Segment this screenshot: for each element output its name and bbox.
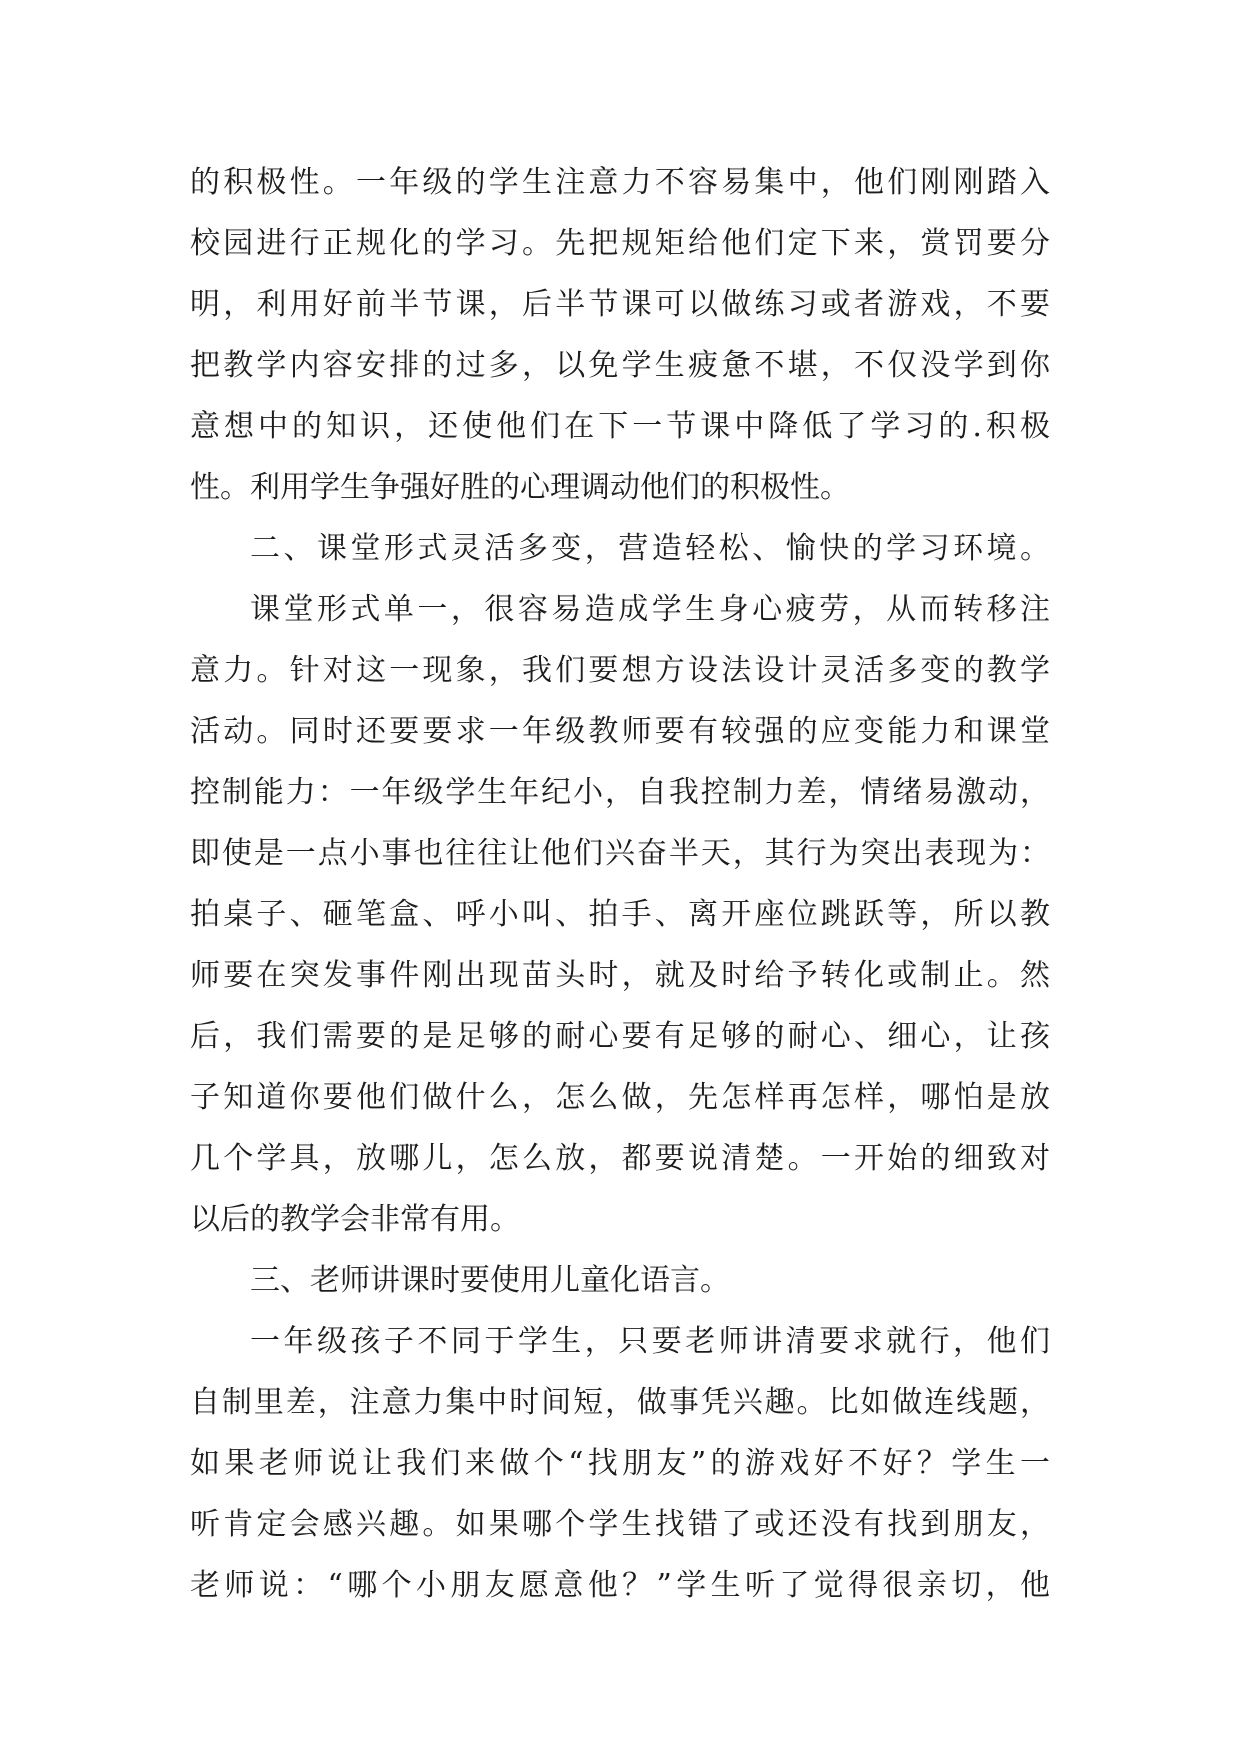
text-line: 性。利用学生争强好胜的心理调动他们的积极性。 [190, 470, 850, 505]
text-line: 老师说：“哪个小朋友愿意他？”学生听了觉得很亲切，他 [190, 1568, 1050, 1603]
text-line: 控制能力：一年级学生年纪小，自我控制力差，情绪易激动， [190, 775, 1050, 810]
text-line: 即使是一点小事也往往让他们兴奋半天，其行为突出表现为： [190, 836, 1050, 871]
text-line: 活动。同时还要要求一年级教师要有较强的应变能力和课堂 [190, 714, 1050, 749]
text-line: 意力。针对这一现象，我们要想方设法设计灵活多变的教学 [190, 653, 1050, 688]
text-line: 二、课堂形式灵活多变，营造轻松、愉快的学习环境。 [250, 531, 1050, 566]
text-line: 一年级孩子不同于学生，只要老师讲清要求就行，他们 [250, 1324, 1050, 1359]
text-line: 以后的教学会非常有用。 [190, 1202, 520, 1237]
text-line: 子知道你要他们做什么，怎么做，先怎样再怎样，哪怕是放 [190, 1080, 1050, 1115]
text-line: 如果老师说让我们来做个“找朋友”的游戏好不好？学生一 [190, 1446, 1050, 1481]
text-line: 师要在突发事件刚出现苗头时，就及时给予转化或制止。然 [190, 958, 1050, 993]
text-line: 自制里差，注意力集中时间短，做事凭兴趣。比如做连线题， [190, 1385, 1050, 1420]
text-line: 把教学内容安排的过多，以免学生疲惫不堪，不仅没学到你 [190, 348, 1050, 383]
text-line: 意想中的知识，还使他们在下一节课中降低了学习的.积极 [190, 409, 1050, 444]
text-line: 后，我们需要的是足够的耐心要有足够的耐心、细心，让孩 [190, 1019, 1050, 1054]
document-body [190, 152, 1050, 1616]
text-line: 的积极性。一年级的学生注意力不容易集中，他们刚刚踏入 [190, 165, 1050, 200]
text-line: 几个学具，放哪儿，怎么放，都要说清楚。一开始的细致对 [190, 1141, 1050, 1176]
text-line: 校园进行正规化的学习。先把规矩给他们定下来，赏罚要分 [190, 226, 1050, 261]
text-line: 课堂形式单一，很容易造成学生身心疲劳，从而转移注 [250, 592, 1050, 627]
text-line: 明，利用好前半节课，后半节课可以做练习或者游戏，不要 [190, 287, 1050, 322]
text-line: 拍桌子、砸笔盒、呼小叫、拍手、离开座位跳跃等，所以教 [190, 897, 1050, 932]
text-line: 听肯定会感兴趣。如果哪个学生找错了或还没有找到朋友， [190, 1507, 1050, 1542]
text-line: 三、老师讲课时要使用儿童化语言。 [250, 1263, 730, 1298]
